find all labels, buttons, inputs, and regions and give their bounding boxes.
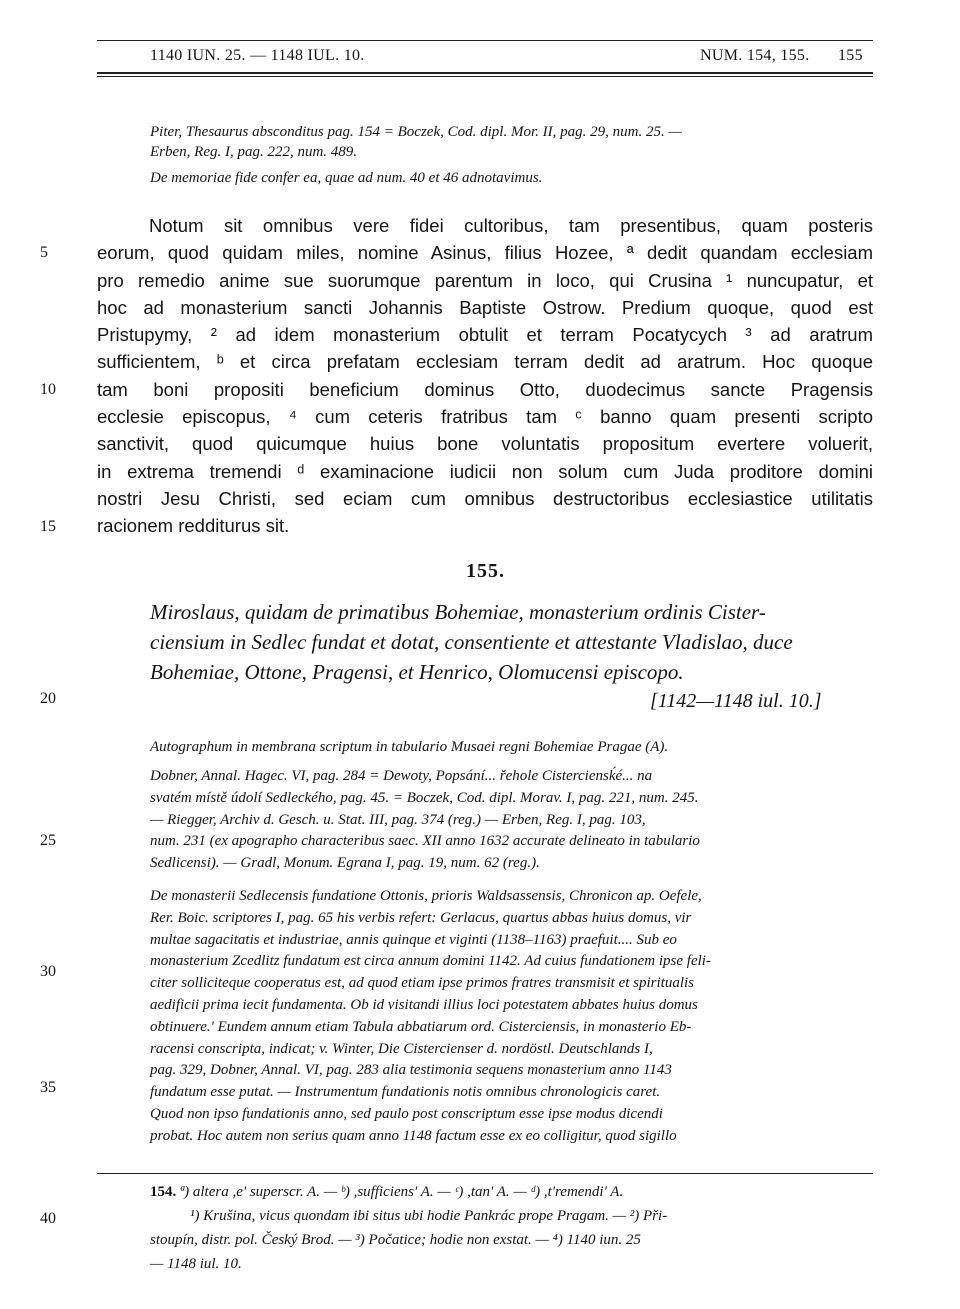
doc154-text	[97, 212, 873, 540]
line-number: 35	[40, 1079, 56, 1096]
commentary-line: De monasterii Sedlecensis fundatione Ottonis, prioris Waldsassensis, Chronicon ap. Oefele,	[150, 888, 702, 904]
edition-line: Dobner, Annal. Hagec. VI, pag. 284 = Dewoty, Popsání... řehole Cisterciensḱé... na	[150, 768, 653, 784]
commentary-line: Rer. Boic. scriptores I, pag. 65 his verbis refert: Gerlacus, quartus abbas huius domus, vir	[150, 909, 692, 926]
line-number: 15	[40, 518, 56, 535]
commentary-line: probat. Hoc autem non serius quam anno 1148 factum esse ex eo colligitur, quod sigillo	[150, 1127, 677, 1144]
commentary-line: aedificii prima iecit fundamenta. Ob id visitandi illius loci potestatem abbates huius domus	[150, 996, 698, 1013]
edition-line: num. 231 (ex apographo characteribus saec. XII anno 1632 accurate delineato in tabulario	[150, 833, 700, 850]
header-rule-thin	[97, 76, 873, 77]
line-number: 5	[40, 244, 48, 261]
footnote-label: 154.	[150, 1184, 177, 1200]
document-number: 155.	[466, 560, 505, 582]
commentary-line: fundatum esse putat. — Instrumentum fundationis notis omnibus chronologicis caret.	[150, 1084, 661, 1101]
header-rule-top	[97, 40, 873, 41]
footnote-line	[150, 1180, 667, 1204]
page-number: 155	[838, 47, 863, 64]
commentary-line: racensi conscripta, indicat; v. Winter, Die Cistercienser d. nordöstl. Deutschlands I,	[150, 1040, 653, 1057]
note-line: Piter, Thesaurus absconditus pag. 154 = Boczek, Cod. dipl. Mor. II, pag. 29, num. 25. —	[150, 124, 682, 140]
commentary-line: pag. 329, Dobner, Annal. VI, pag. 283 alia testimonia sequens monasterium anno 1143	[150, 1062, 672, 1079]
regest-line: Bohemiae, Ottone, Pragensi, et Henrico, Olomucensi episcopo.	[150, 660, 684, 684]
running-head-dates: 1140 IUN. 25. — 1148 IUL. 10.	[150, 47, 365, 64]
line-number: 40	[40, 1210, 56, 1227]
footnote-text: ª) altera ,e' superscr. A. — ᵇ) ,sufficiens' A. — ᶜ) ,tan' A. — ᵈ) ,t'remendi' A.	[180, 1184, 624, 1200]
footnotes	[150, 1180, 667, 1276]
doc154-bibliography	[150, 122, 682, 188]
doc155-commentary	[150, 886, 711, 1148]
edition-line: svatém místě údolí Sedleckého, pag. 45. = Boczek, Cod. dipl. Morav. I, pag. 221, num. 245.	[150, 789, 699, 806]
commentary-line: citer solliciteque cooperatus est, ad quod etiam ipse primos fratres transmisit et spiritualis	[150, 975, 695, 992]
text-line: racionem redditurus sit.	[97, 515, 290, 537]
line-number: 10	[40, 381, 56, 398]
regest-line: Miroslaus, quidam de primatibus Bohemiae, monasterium ordinis Cister-	[150, 600, 766, 624]
commentary-line: obtinuere.' Eundem annum etiam Tabula abbatiarum ord. Cisterciensis, in monasterio Eb-	[150, 1018, 692, 1035]
text-line: Pristupymy, ² ad idem monasterium obtulit et terram Pocatycych ³ ad aratrum	[97, 324, 873, 346]
doc155-editions	[150, 766, 700, 875]
line-number: 30	[40, 963, 56, 980]
note-line: De memoriae fide confer ea, quae ad num. 40 et 46 adnotavimus.	[150, 170, 543, 186]
doc155-regest	[150, 597, 793, 687]
text-line: tam boni propositi beneficium dominus Otto, duodecimus sancte Pragensis	[97, 378, 873, 400]
text-line: ecclesie episcopus, ⁴ cum ceteris fratribus tam ᶜ banno quam presenti scripto	[97, 406, 873, 428]
footnote-line: stoupín, distr. pol. Český Brod. — ³) Počatice; hodie non exstat. — ⁴) 1140 iun. 25	[150, 1232, 641, 1248]
source-line: Autographum in membrana scriptum in tabulario Musaei regni Bohemiae Pragae (A).	[150, 739, 669, 755]
doc155-date: [1142—1148 iul. 10.]	[650, 690, 822, 712]
text-line: pro remedio anime sue suorumque parentum in loco, qui Crusina ¹ nuncupatur, et	[97, 269, 873, 291]
edition-line: Sedlicensi). — Gradl, Monum. Egrana I, pag. 19, num. 62 (reg.).	[150, 855, 540, 872]
text-line: sanctivit, quod quicumque huius bone voluntatis propositum evertere voluerit,	[97, 433, 873, 455]
commentary-line: Quod non ipso fundationis anno, sed paulo post conscriptum esse ipse modus dicendi	[150, 1105, 663, 1122]
regest-line: ciensium in Sedlec fundat et dotat, consentiente et attestante Vladislao, duce	[150, 630, 793, 654]
text-line: nostri Jesu Christi, sed eciam cum omnibus destructoribus ecclesiastice utilitatis	[97, 487, 873, 509]
line-number: 25	[40, 832, 56, 849]
footnote-line: ¹) Krušina, vicus quondam ibi situs ubi hodie Pankrác prope Pragam. — ²) Při-	[190, 1208, 668, 1224]
line-number: 20	[40, 690, 56, 707]
footnote-line: — 1148 iul. 10.	[150, 1256, 242, 1272]
commentary-line: multae sagacitatis et industriae, annis quinque et viginti (1138–1163) praefuit.... Sub eo	[150, 931, 677, 948]
note-line: Erben, Reg. I, pag. 222, num. 489.	[150, 144, 358, 160]
text-line: in extrema tremendi ᵈ examinacione iudicii non solum cum Juda proditore domini	[97, 460, 873, 482]
text-line: Notum sit omnibus vere fidei cultoribus, tam presentibus, quam posteris	[149, 215, 873, 236]
footnote-separator	[97, 1173, 873, 1174]
doc155-sources	[150, 737, 668, 759]
commentary-line: monasterium Zcedlitz fundatum est circa annum domini 1142. Ad cuius fundationem ipse feli-	[150, 953, 711, 970]
text-line: eorum, quod quidam miles, nomine Asinus, filius Hozee, ª dedit quandam ecclesiam	[97, 242, 873, 264]
header-rule-double	[97, 72, 873, 74]
text-line: hoc ad monasterium sancti Johannis Baptiste Ostrow. Predium quoque, quod est	[97, 296, 873, 318]
edition-line: — Riegger, Archiv d. Gesch. u. Stat. III, pag. 374 (reg.) — Erben, Reg. I, pag. 103,	[150, 811, 646, 828]
running-head-numbers: NUM. 154, 155.	[700, 47, 810, 64]
text-line: sufficientem, ᵇ et circa prefatam ecclesiam terram dedit ad aratrum. Hoc quoque	[97, 351, 873, 373]
